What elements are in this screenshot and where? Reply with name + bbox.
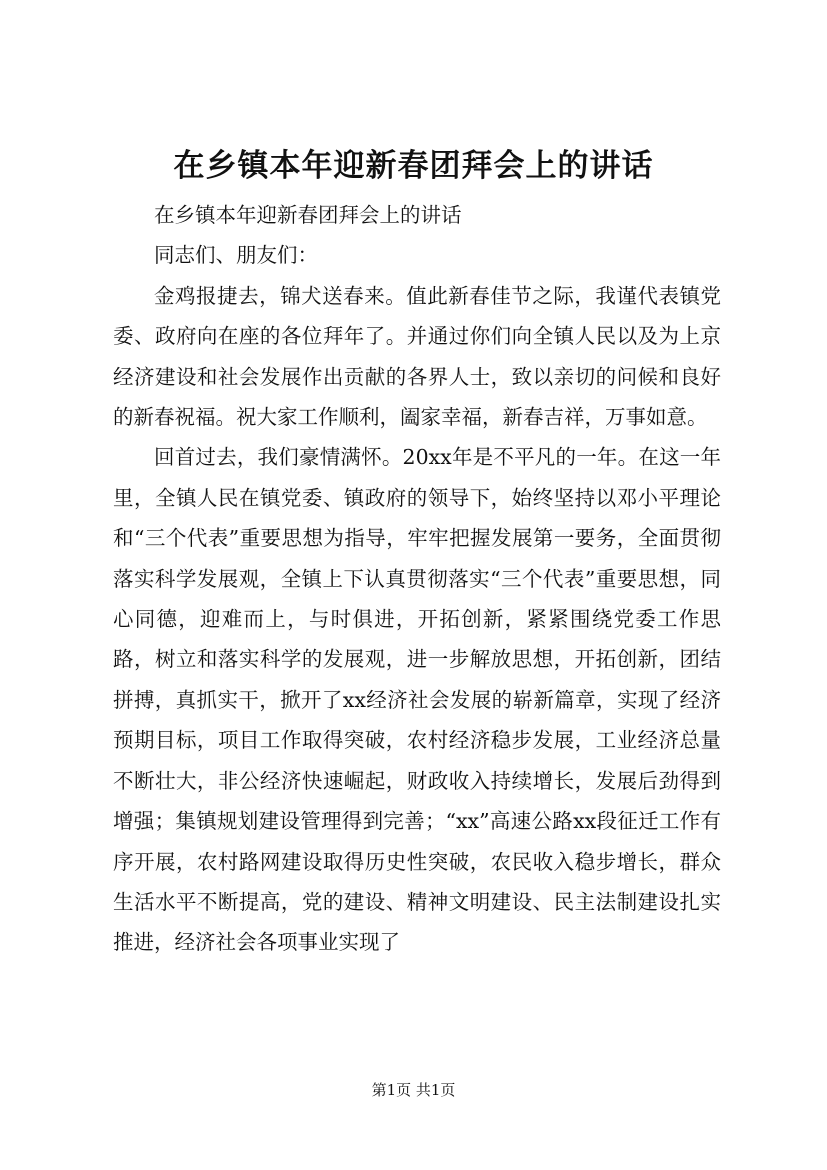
- subtitle-paragraph: 在乡镇本年迎新春团拜会上的讲话: [154, 203, 462, 227]
- document-body: [113, 195, 721, 963]
- page-footer: 第1页 共1页: [371, 1081, 456, 1099]
- review-paragraph: 回首过去，我们豪情满怀。20xx年是不平凡的一年。在这一年里，全镇人民在镇党委、镇政府的领导下，始终坚持以邓小平理论和“三个代表”重要思想为指导，牢牢把握发展第一要务，全面贯彻落实科学发展观，全镇上下认真贯彻落实“三个代表”重要思想，同心同德，迎难而上，与时俱进，开拓创新，紧紧围绕党委工作思路，树立和落实科学的发展观，进一步解放思想，开拓创新，团结拼搏，真抓实干，掀开了xx经济社会发展的崭新篇章，实现了经济预期目标，项目工作取得突破，农村经济稳步发展，工业经济总量不断壮大，非公经济快速崛起，财政收入持续增长，发展后劲得到增强；集镇规划建设管理得到完善；“xx”高速公路xx段征迁工作有序开展，农村路网建设取得历史性突破，农民收入稳步增长，群众生活水平不断提高，党的建设、精神文明建设、民主法制建设扎实推进，经济社会各项事业实现了: [113, 445, 721, 955]
- greeting-paragraph: 金鸡报捷去，锦犬送春来。值此新春佳节之际，我谨代表镇党委、政府向在座的各位拜年了。并通过你们向全镇人民以及为上京经济建设和社会发展作出贡献的各界人士，致以亲切的问候和良好的新春祝福。祝大家工作顺利，阖家幸福，新春吉祥，万事如意。: [113, 283, 721, 430]
- document-title: 在乡镇本年迎新春团拜会上的讲话: [173, 148, 654, 184]
- salutation-paragraph: 同志们、朋友们：: [154, 243, 318, 268]
